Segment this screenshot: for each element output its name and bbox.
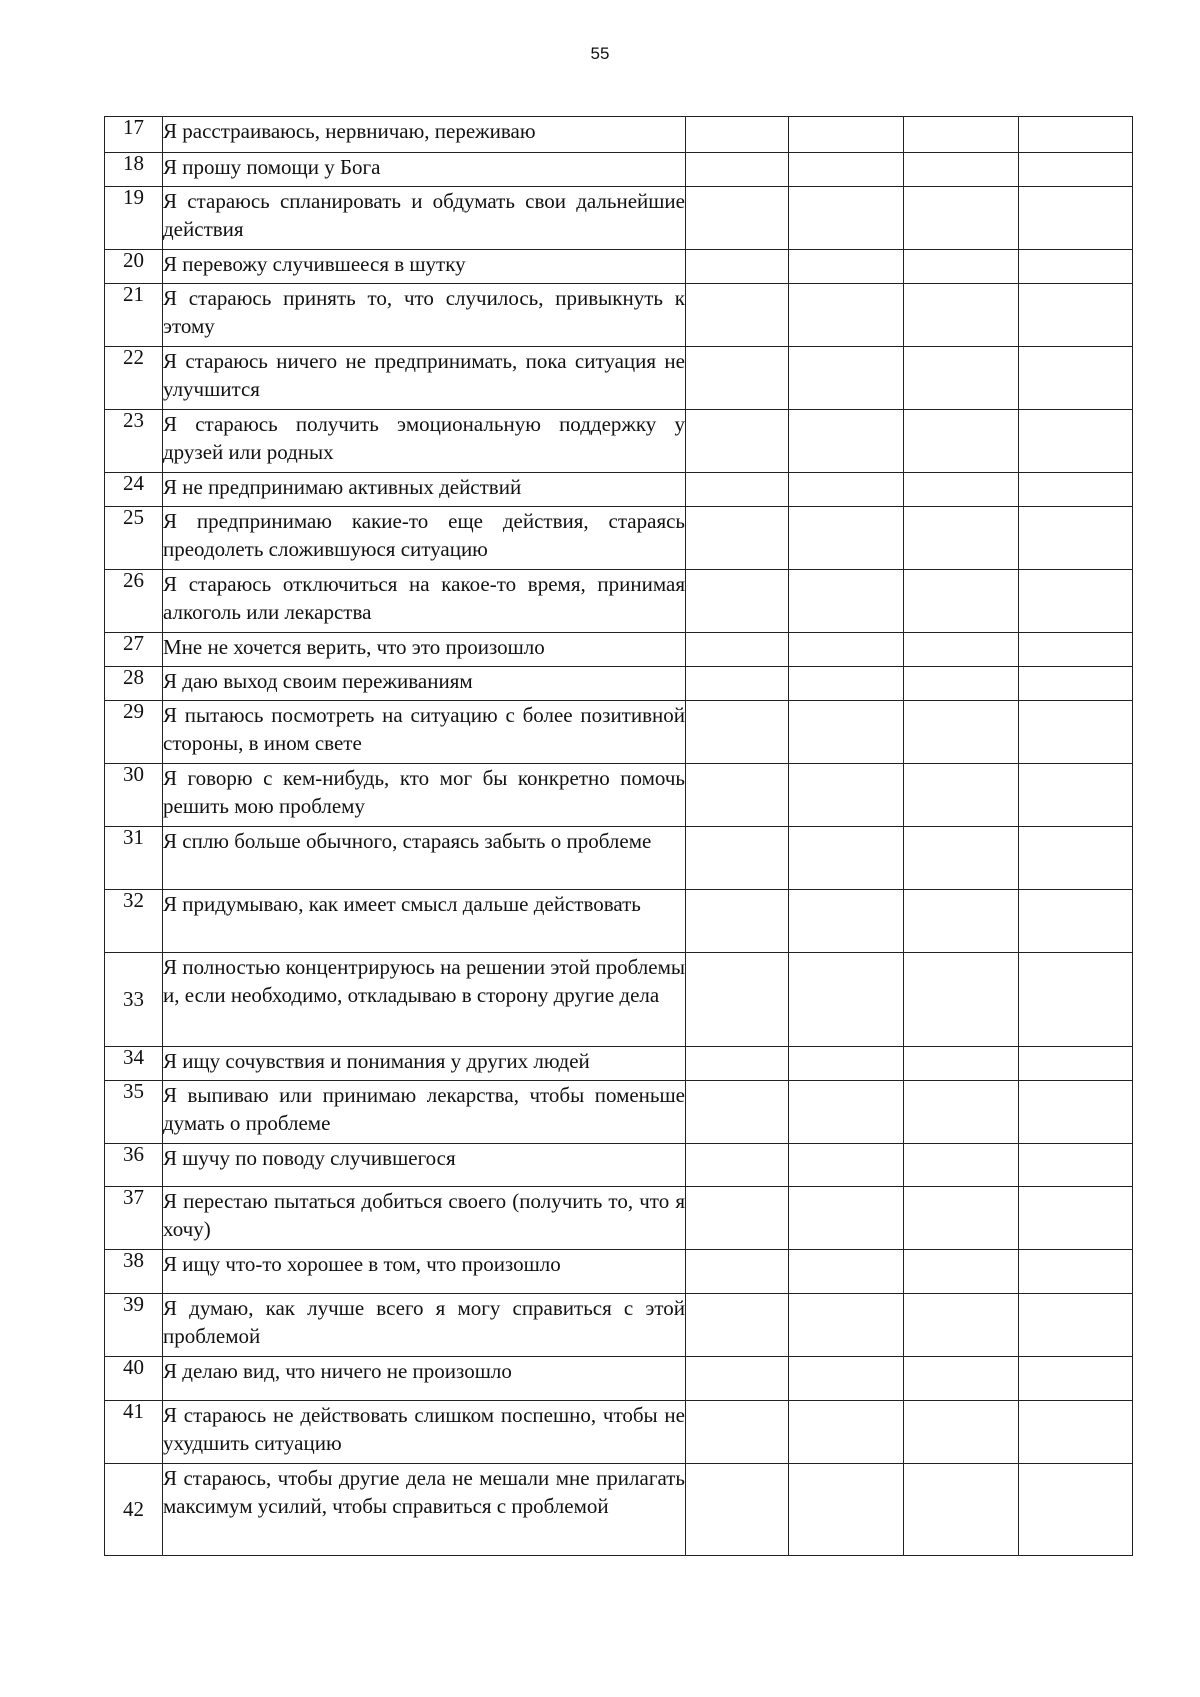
answer-cell[interactable] (904, 153, 1019, 187)
answer-cell[interactable] (789, 1144, 904, 1187)
item-statement: Мне не хочется верить, что это произошло (163, 633, 686, 667)
answer-cell[interactable] (789, 890, 904, 953)
item-statement: Я расстраиваюсь, нервничаю, переживаю (163, 117, 686, 153)
item-statement: Я стараюсь принять то, что случилось, привыкнуть к этому (163, 284, 686, 347)
answer-cell[interactable] (686, 667, 789, 701)
table-row (105, 507, 1133, 570)
answer-cell[interactable] (1019, 701, 1133, 764)
item-number: 25 (105, 507, 163, 570)
answer-cell[interactable] (904, 667, 1019, 701)
answer-cell[interactable] (686, 507, 789, 570)
table-row (105, 890, 1133, 953)
answer-cell[interactable] (686, 570, 789, 633)
item-statement: Я стараюсь, чтобы другие дела не мешали мне прилагать максимум усилий, чтобы справиться с проблемой (163, 1464, 686, 1556)
item-number: 36 (105, 1144, 163, 1187)
answer-cell[interactable] (686, 1081, 789, 1144)
table-row (105, 1047, 1133, 1081)
item-number: 18 (105, 153, 163, 187)
answer-cell[interactable] (904, 827, 1019, 890)
answer-cell[interactable] (1019, 1464, 1133, 1556)
table-row (105, 1250, 1133, 1294)
answer-cell[interactable] (686, 1357, 789, 1401)
answer-cell[interactable] (1019, 1294, 1133, 1357)
answer-cell[interactable] (789, 1464, 904, 1556)
answer-cell[interactable] (1019, 827, 1133, 890)
answer-cell[interactable] (1019, 117, 1133, 153)
answer-cell[interactable] (789, 953, 904, 1047)
answer-cell[interactable] (789, 410, 904, 473)
answer-cell[interactable] (1019, 284, 1133, 347)
answer-cell[interactable] (1019, 410, 1133, 473)
item-number: 23 (105, 410, 163, 473)
answer-cell[interactable] (904, 187, 1019, 250)
table-row (105, 473, 1133, 507)
table-row (105, 633, 1133, 667)
answer-cell[interactable] (686, 953, 789, 1047)
answer-cell[interactable] (1019, 667, 1133, 701)
answer-cell[interactable] (686, 827, 789, 890)
item-number: 27 (105, 633, 163, 667)
answer-cell[interactable] (789, 507, 904, 570)
table-row (105, 284, 1133, 347)
item-number: 28 (105, 667, 163, 701)
answer-cell[interactable] (904, 347, 1019, 410)
table-row (105, 1294, 1133, 1357)
answer-cell[interactable] (904, 1144, 1019, 1187)
item-number: 29 (105, 701, 163, 764)
answer-cell[interactable] (686, 1187, 789, 1250)
answer-cell[interactable] (789, 1357, 904, 1401)
questionnaire-table (104, 116, 1133, 1556)
item-number: 21 (105, 284, 163, 347)
answer-cell[interactable] (1019, 507, 1133, 570)
answer-cell[interactable] (1019, 187, 1133, 250)
answer-cell[interactable] (686, 1047, 789, 1081)
answer-cell[interactable] (1019, 1187, 1133, 1250)
item-statement: Я ищу что-то хорошее в том, что произошло (163, 1250, 686, 1294)
table-row (105, 1357, 1133, 1401)
table-row (105, 1144, 1133, 1187)
answer-cell[interactable] (789, 827, 904, 890)
item-number: 17 (105, 117, 163, 153)
answer-cell[interactable] (686, 284, 789, 347)
answer-cell[interactable] (686, 701, 789, 764)
table-row (105, 153, 1133, 187)
answer-cell[interactable] (789, 117, 904, 153)
answer-cell[interactable] (686, 764, 789, 827)
answer-cell[interactable] (1019, 1081, 1133, 1144)
answer-cell[interactable] (789, 667, 904, 701)
item-statement: Я придумываю, как имеет смысл дальше действовать (163, 890, 686, 953)
table-row (105, 347, 1133, 410)
item-statement: Я стараюсь отключиться на какое-то время, принимая алкоголь или лекарства (163, 570, 686, 633)
answer-cell[interactable] (904, 1401, 1019, 1464)
table-row (105, 250, 1133, 284)
answer-cell[interactable] (904, 1047, 1019, 1081)
item-statement: Я пытаюсь посмотреть на ситуацию с более позитивной стороны, в ином свете (163, 701, 686, 764)
table-row (105, 953, 1133, 1047)
answer-cell[interactable] (904, 953, 1019, 1047)
item-number: 22 (105, 347, 163, 410)
item-number: 34 (105, 1047, 163, 1081)
answer-cell[interactable] (686, 633, 789, 667)
table-row (105, 1081, 1133, 1144)
answer-cell[interactable] (789, 570, 904, 633)
answer-cell[interactable] (904, 701, 1019, 764)
table-row (105, 187, 1133, 250)
item-statement: Я даю выход своим переживаниям (163, 667, 686, 701)
answer-cell[interactable] (1019, 890, 1133, 953)
item-number: 38 (105, 1250, 163, 1294)
answer-cell[interactable] (904, 1294, 1019, 1357)
answer-cell[interactable] (789, 347, 904, 410)
item-statement: Я перестаю пытаться добиться своего (получить то, что я хочу) (163, 1187, 686, 1250)
answer-cell[interactable] (1019, 473, 1133, 507)
item-number: 26 (105, 570, 163, 633)
answer-cell[interactable] (686, 250, 789, 284)
table-row (105, 827, 1133, 890)
answer-cell[interactable] (789, 1047, 904, 1081)
answer-cell[interactable] (1019, 570, 1133, 633)
answer-cell[interactable] (789, 1081, 904, 1144)
answer-cell[interactable] (1019, 1401, 1133, 1464)
answer-cell[interactable] (686, 410, 789, 473)
answer-cell[interactable] (686, 153, 789, 187)
item-number: 20 (105, 250, 163, 284)
item-statement: Я думаю, как лучше всего я могу справиться с этой проблемой (163, 1294, 686, 1357)
answer-cell[interactable] (686, 1144, 789, 1187)
item-number: 32 (105, 890, 163, 953)
answer-cell[interactable] (904, 473, 1019, 507)
item-number: 33 (105, 953, 163, 1047)
table-row (105, 1464, 1133, 1556)
answer-cell[interactable] (789, 187, 904, 250)
answer-cell[interactable] (1019, 1047, 1133, 1081)
item-number: 41 (105, 1401, 163, 1464)
item-statement: Я стараюсь не действовать слишком поспешно, чтобы не ухудшить ситуацию (163, 1401, 686, 1464)
answer-cell[interactable] (789, 1401, 904, 1464)
answer-cell[interactable] (904, 890, 1019, 953)
answer-cell[interactable] (789, 1187, 904, 1250)
answer-cell[interactable] (686, 347, 789, 410)
table-row (105, 701, 1133, 764)
answer-cell[interactable] (1019, 347, 1133, 410)
answer-cell[interactable] (789, 633, 904, 667)
item-number: 30 (105, 764, 163, 827)
table-row (105, 764, 1133, 827)
answer-cell[interactable] (904, 1357, 1019, 1401)
item-statement: Я говорю с кем-нибудь, кто мог бы конкретно помочь решить мою проблему (163, 764, 686, 827)
page-number: 55 (590, 44, 610, 63)
answer-cell[interactable] (904, 1187, 1019, 1250)
answer-cell[interactable] (789, 284, 904, 347)
item-number: 39 (105, 1294, 163, 1357)
item-statement: Я прошу помощи у Бога (163, 153, 686, 187)
item-statement: Я перевожу случившееся в шутку (163, 250, 686, 284)
answer-cell[interactable] (789, 701, 904, 764)
answer-cell[interactable] (686, 1294, 789, 1357)
item-statement: Я предпринимаю какие-то еще действия, стараясь преодолеть сложившуюся ситуацию (163, 507, 686, 570)
item-number: 19 (105, 187, 163, 250)
item-number: 40 (105, 1357, 163, 1401)
answer-cell[interactable] (904, 570, 1019, 633)
item-statement: Я стараюсь спланировать и обдумать свои дальнейшие действия (163, 187, 686, 250)
item-number: 37 (105, 1187, 163, 1250)
item-statement: Я стараюсь получить эмоциональную поддержку у друзей или родных (163, 410, 686, 473)
answer-cell[interactable] (904, 1464, 1019, 1556)
table-row (105, 1401, 1133, 1464)
answer-cell[interactable] (904, 633, 1019, 667)
item-statement: Я сплю больше обычного, стараясь забыть о проблеме (163, 827, 686, 890)
answer-cell[interactable] (686, 117, 789, 153)
item-statement: Я полностью концентрируюсь на решении этой проблемы и, если необходимо, откладываю в сторону другие дела (163, 953, 686, 1047)
answer-cell[interactable] (904, 507, 1019, 570)
answer-cell[interactable] (789, 764, 904, 827)
answer-cell[interactable] (904, 410, 1019, 473)
item-statement: Я шучу по поводу случившегося (163, 1144, 686, 1187)
answer-cell[interactable] (1019, 250, 1133, 284)
item-statement: Я выпиваю или принимаю лекарства, чтобы поменьше думать о проблеме (163, 1081, 686, 1144)
answer-cell[interactable] (1019, 1144, 1133, 1187)
item-number: 24 (105, 473, 163, 507)
table-row (105, 1187, 1133, 1250)
answer-cell[interactable] (904, 1250, 1019, 1294)
item-statement: Я ищу сочувствия и понимания у других людей (163, 1047, 686, 1081)
table-row (105, 667, 1133, 701)
item-statement: Я стараюсь ничего не предпринимать, пока ситуация не улучшится (163, 347, 686, 410)
answer-cell[interactable] (904, 1081, 1019, 1144)
item-number: 31 (105, 827, 163, 890)
answer-cell[interactable] (1019, 953, 1133, 1047)
answer-cell[interactable] (1019, 1250, 1133, 1294)
answer-cell[interactable] (904, 250, 1019, 284)
answer-cell[interactable] (1019, 633, 1133, 667)
answer-cell[interactable] (686, 1250, 789, 1294)
answer-cell[interactable] (904, 117, 1019, 153)
table-row (105, 117, 1133, 153)
answer-cell[interactable] (686, 473, 789, 507)
answer-cell[interactable] (789, 473, 904, 507)
table-row (105, 410, 1133, 473)
item-number: 35 (105, 1081, 163, 1144)
item-statement: Я не предпринимаю активных действий (163, 473, 686, 507)
answer-cell[interactable] (686, 1464, 789, 1556)
answer-cell[interactable] (789, 1294, 904, 1357)
answer-cell[interactable] (686, 1401, 789, 1464)
answer-cell[interactable] (686, 187, 789, 250)
answer-cell[interactable] (789, 153, 904, 187)
answer-cell[interactable] (789, 1250, 904, 1294)
answer-cell[interactable] (904, 764, 1019, 827)
answer-cell[interactable] (789, 250, 904, 284)
answer-cell[interactable] (1019, 153, 1133, 187)
answer-cell[interactable] (904, 284, 1019, 347)
answer-cell[interactable] (1019, 1357, 1133, 1401)
table-row (105, 570, 1133, 633)
item-number: 42 (105, 1464, 163, 1556)
answer-cell[interactable] (686, 890, 789, 953)
item-statement: Я делаю вид, что ничего не произошло (163, 1357, 686, 1401)
answer-cell[interactable] (1019, 764, 1133, 827)
